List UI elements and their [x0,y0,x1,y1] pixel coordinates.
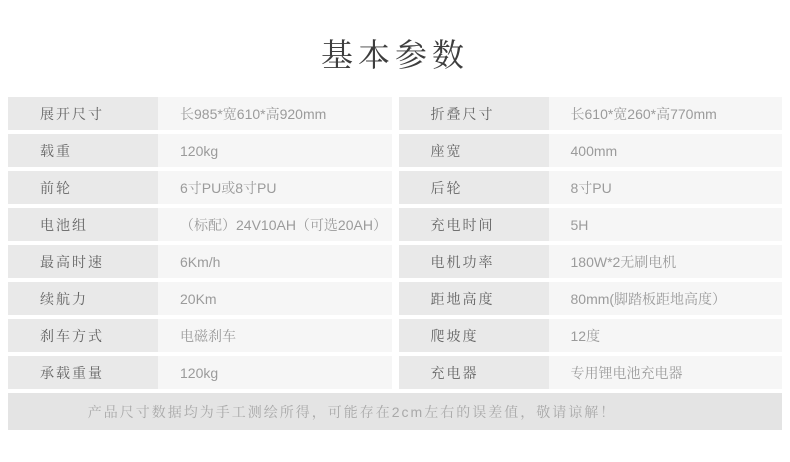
spec-row [8,171,782,204]
spec-value-cell: 电磁刹车 [158,319,392,352]
spec-value-cell: 180W*2无刷电机 [549,245,783,278]
spec-row [8,356,782,389]
spec-row [8,97,782,130]
spec-pair [8,134,392,167]
spec-value-cell: 长985*宽610*高920mm [158,97,392,130]
spec-label-cell: 承载重量 [8,356,158,389]
spec-pair [8,97,392,130]
spec-label-cell: 折叠尺寸 [399,97,549,130]
spec-value-cell: 20Km [158,282,392,315]
spec-value-cell: 12度 [549,319,783,352]
spec-pair [8,245,392,278]
spec-label-cell: 电机功率 [399,245,549,278]
spec-label-cell: 续航力 [8,282,158,315]
spec-label-cell: 载重 [8,134,158,167]
spec-pair [399,282,783,315]
spec-pair [8,171,392,204]
spec-row [8,319,782,352]
spec-row [8,208,782,241]
spec-pair [399,356,783,389]
spec-rows [8,97,782,389]
spec-value-cell: 专用锂电池充电器 [549,356,783,389]
spec-pair [399,245,783,278]
spec-label-cell: 刹车方式 [8,319,158,352]
note-bar [8,393,782,430]
spec-pair [8,319,392,352]
spec-label-cell: 充电器 [399,356,549,389]
spec-pair [399,97,783,130]
spec-label-cell: 充电时间 [399,208,549,241]
spec-table [8,97,782,430]
spec-value-cell: 8寸PU [549,171,783,204]
spec-value-cell: 120kg [158,356,392,389]
spec-value-cell: 长610*宽260*高770mm [549,97,783,130]
spec-value-cell: 120kg [158,134,392,167]
spec-label-cell: 最高时速 [8,245,158,278]
spec-pair [399,134,783,167]
spec-value-cell: 80mm(脚踏板距地高度） [549,282,783,315]
spec-row [8,282,782,315]
spec-row [8,245,782,278]
page-title: 基本参数 [320,37,469,73]
spec-pair [399,208,783,241]
spec-pair [8,356,392,389]
spec-value-cell: 6Km/h [158,245,392,278]
spec-label-cell: 距地高度 [399,282,549,315]
spec-pair [399,319,783,352]
spec-pair [399,171,783,204]
spec-value-cell: （标配）24V10AH（可选20AH） [158,208,392,241]
spec-label-cell: 展开尺寸 [8,97,158,130]
spec-label-cell: 前轮 [8,171,158,204]
spec-value-cell: 6寸PU或8寸PU [158,171,392,204]
note-text: 产品尺寸数据均为手工测绘所得，可能存在2cm左右的误差值，敬请谅解！ [87,403,617,420]
spec-label-cell: 后轮 [399,171,549,204]
spec-pair [8,282,392,315]
spec-value-cell: 400mm [549,134,783,167]
spec-label-cell: 爬坡度 [399,319,549,352]
spec-value-cell: 5H [549,208,783,241]
spec-label-cell: 电池组 [8,208,158,241]
spec-row [8,134,782,167]
spec-label-cell: 座宽 [399,134,549,167]
spec-pair [8,208,392,241]
